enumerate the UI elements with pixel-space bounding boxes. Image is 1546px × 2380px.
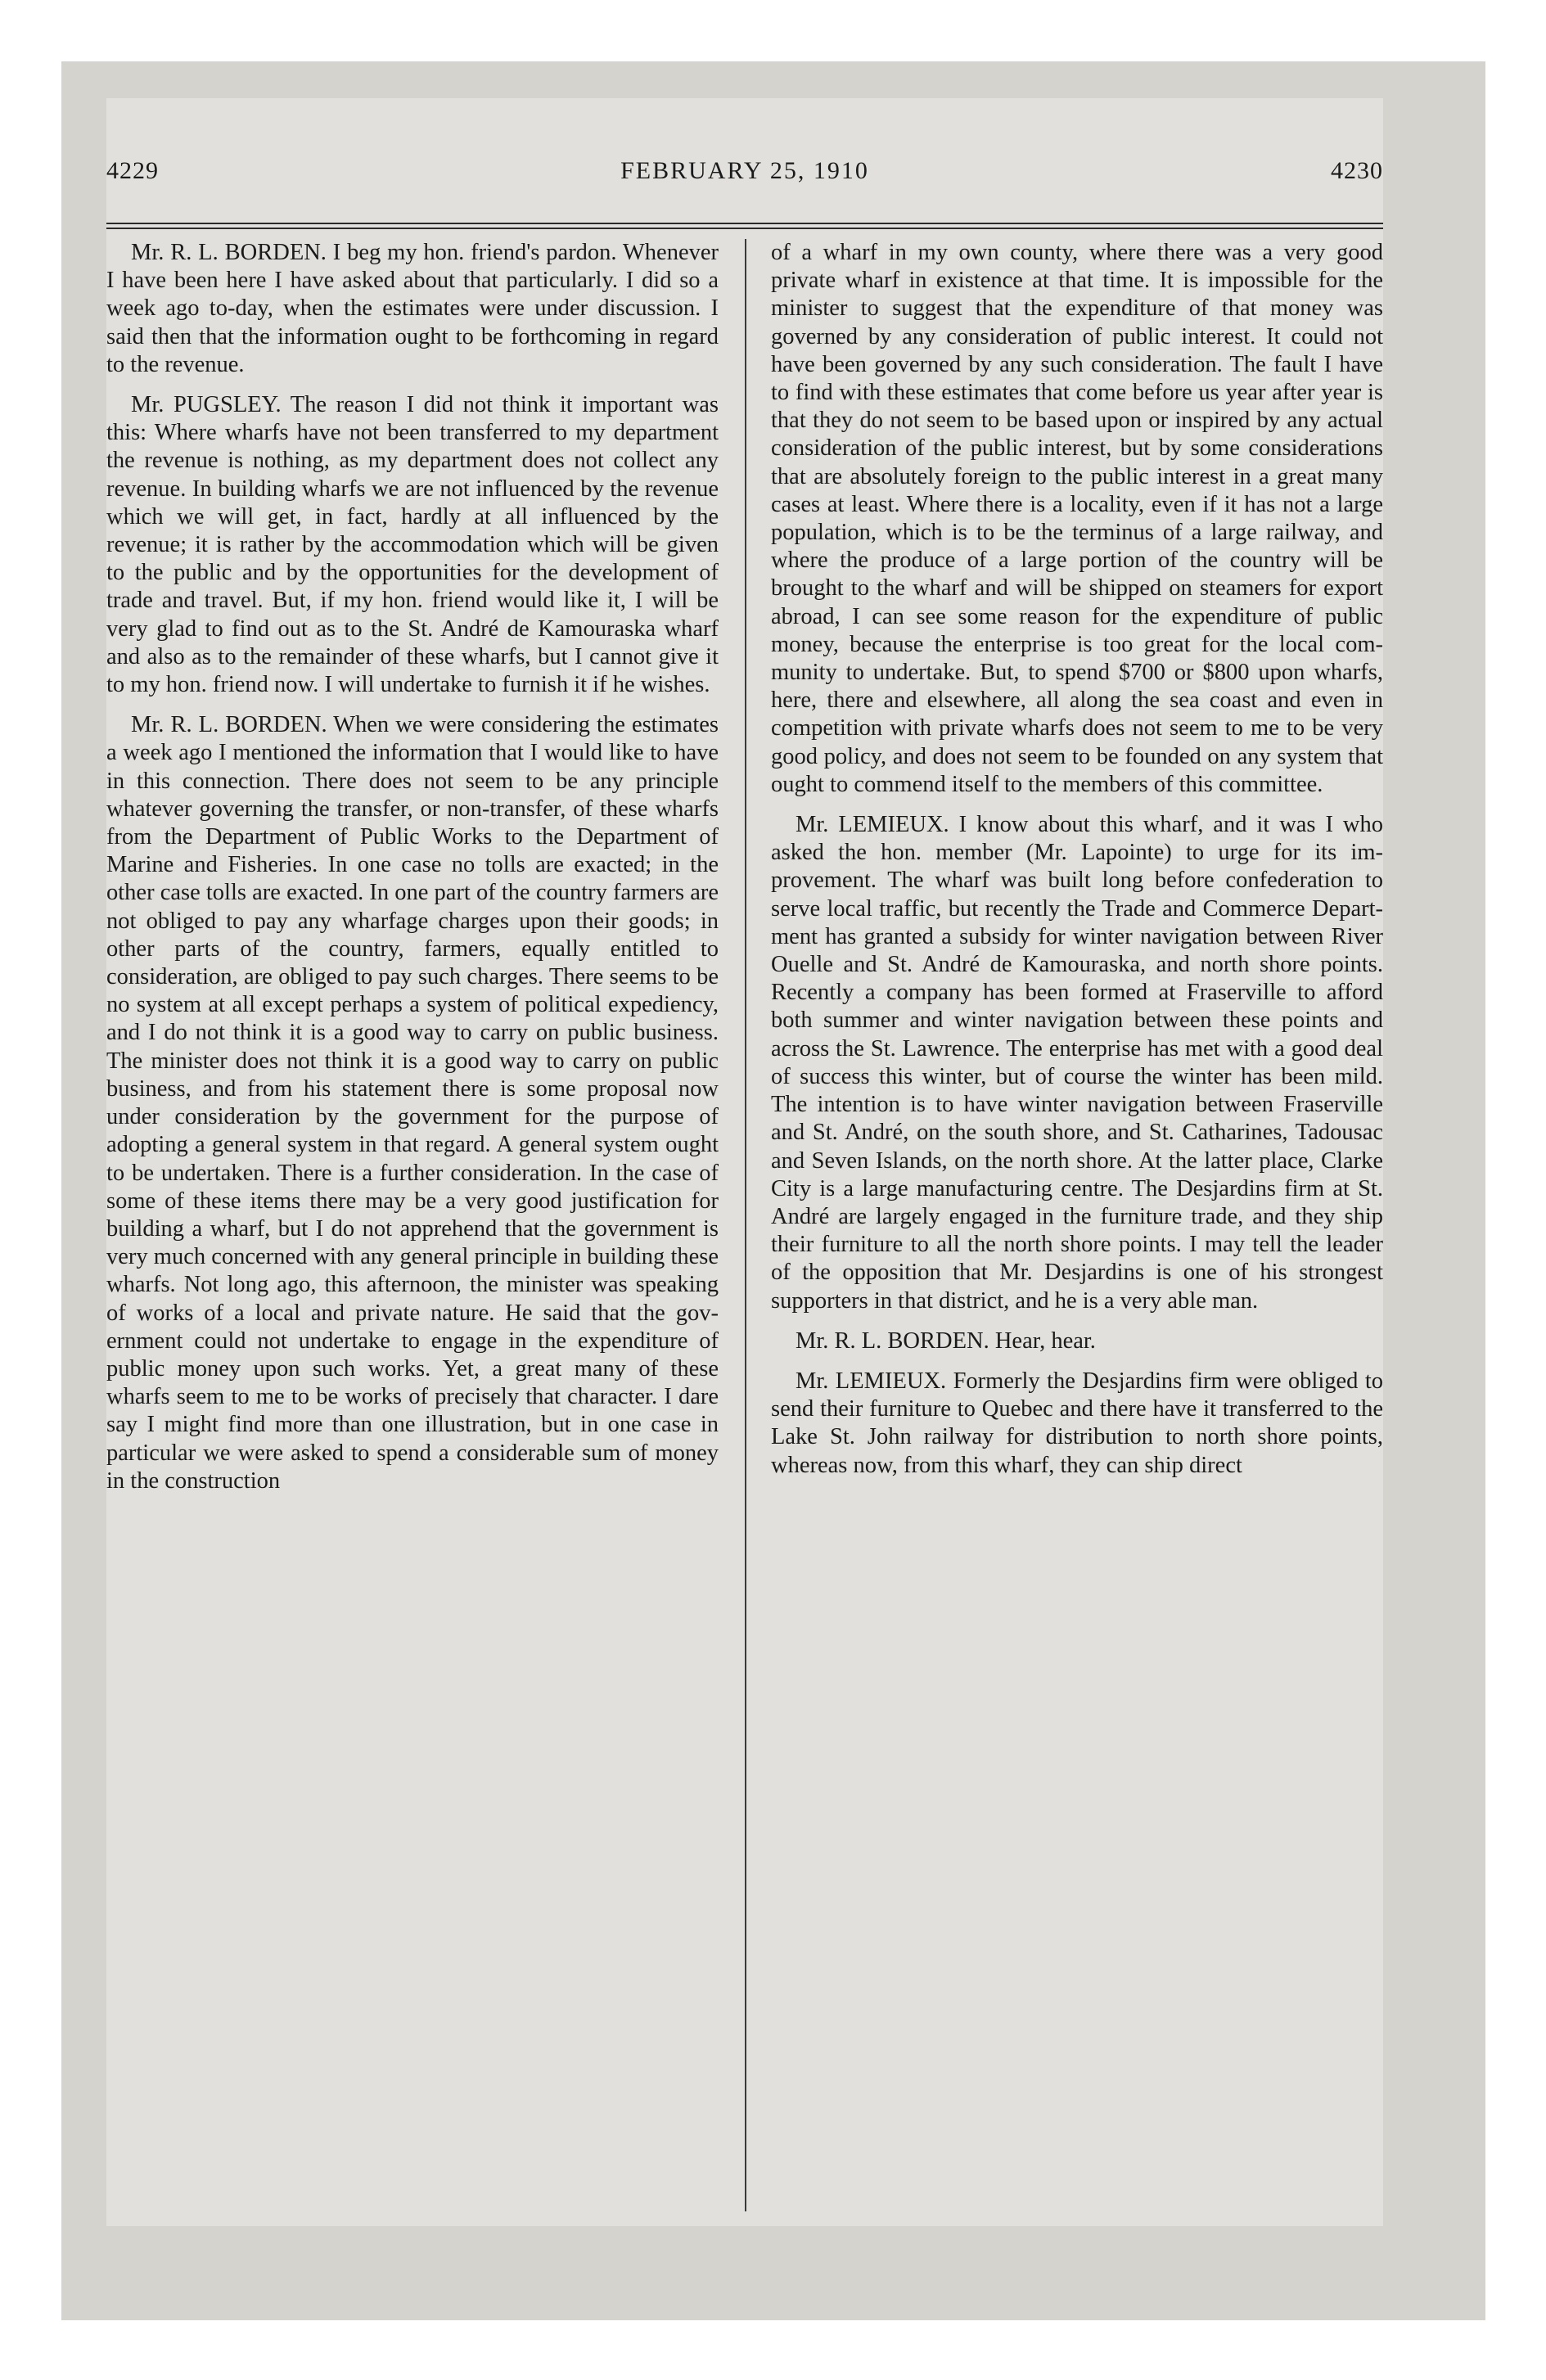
paragraph: Mr. R. L. BORDEN. When we were considering the estimates a week ago I mentioned the information that I would like to have in this connection. There does not seem to be any principle whatever governing the transfer, or non-transfer, of these wharfs from the Department of Public Works to the Department of Marine and Fisheries. In one case no tolls are exacted; in the other case tolls are exacted. In one part of the country farmers are not obliged to pay any wharfage charges upon their goods; in other parts of the country, farmers, equally entitled to consideration, are obliged to pay such charges. There seems to be no system at all except perhaps a system of political expediency, and I do not think it is a good way to carry on public business. The minister does not think it is a good way to carry on public business, and from his statement there is some proposal now under consideration by the government for the purpose of adopting a general system in that regard. A general system ought to be undertaken. There is a further consideration. In the case of some of these items there may be a very good justification for building a wharf, but I do not apprehend that the government is very much concerned with any general principle in building these wharfs. Not long ago, this afternoon, the minister was speaking of works of a local and private nature. He said that the government could not undertake to engage in the expenditure of public money upon such works. Yet, a great many of these wharfs seem to me to be works of precisely that character. I dare say I might find more than one illustration, but in one case in particular we were asked to spend a considerable sum of money in the construction	[106, 712, 719, 1494]
paragraph: Mr. R. L. BORDEN. I beg my hon. friend's pardon. Whenever I have been here I have asked about that particularly. I did so a week ago to-day, when the estimates were under discussion. I said then that the information ought to be forthcoming in regard to the revenue.	[106, 240, 719, 377]
document-page	[106, 98, 1383, 2226]
paragraph: Mr. LEMIEUX. I know about this wharf, and it was I who asked the hon. member (Mr. Lapointe) to urge for its improvement. The wharf was built long before confederation to serve local traffic, but recently the Trade and Commerce Department has granted a subsidy for winter navigation between River Ouelle and St. André de Kamouraska, and north shore points. Recently a company has been formed at Fraserville to afford both summer and winter navigation between these points and across the St. Lawrence. The enterprise has met with a good deal of success this winter, but of course the winter has been mild. The intention is to have winter navigation between Fraserville and St. André, on the south shore, and St. Catharines, Tadousac and Seven Islands, on the north shore. At the latter place, Clarke City is a large manufacturing centre. The Desjardins firm at St. André are largely engaged in the furniture trade, and they ship their furniture to all the north shore points. I may tell the leader of the opposition that Mr. Desjardins is one of his strongest supporters in that district, and he is a very able man.	[771, 812, 1383, 1314]
page-header	[106, 157, 1383, 193]
header-rule	[106, 223, 1383, 229]
paragraph: of a wharf in my own county, where there was a very good private wharf in existence at that time. It is impossible for the minister to suggest that the expenditure of that money was governed by any consideration of public interest. It could not have been governed by any such consideration. The fault I have to find with these estimates that come before us year after year is that they do not seem to be based upon or inspired by any actual consideration of the public interest, but by some considerations that are absolutely foreign to the public interest in a great many cases at least. Where there is a locality, even if it has not a large population, which is to be the terminus of a large railway, and where the produce of a large portion of the country will be brought to the wharf and will be shipped on steamers for export abroad, I can see some reason for the expenditure of public money, because the enterprise is too great for the local community to undertake. But, to spend $700 or $800 upon wharfs, here, there and elsewhere, all along the sea coast and even in competition with private wharfs does not seem to me to be very good policy, and does not seem to be founded on any system that ought to commend itself to the members of this committee.	[771, 240, 1383, 797]
page-number-right: 4230	[1331, 157, 1383, 184]
page-number-left: 4229	[106, 157, 159, 184]
column-divider	[745, 239, 746, 2211]
left-column	[106, 239, 719, 2211]
right-column	[771, 239, 1383, 2211]
paragraph: Mr. PUGSLEY. The reason I did not think it important was this: Where wharfs have not been transferred to my department the revenue is nothing, as my department does not collect any revenue. In building wharfs we are not influenced by the revenue which we will get, in fact, hardly at all influenced by the revenue; it is rather by the accommodation which will be given to the public and by the opportunities for the development of trade and travel. But, if my hon. friend would like it, I will be very glad to find out as to the St. André de Kamouraska wharf and also as to the remainder of these wharfs, but I cannot give it to my hon. friend now. I will undertake to furnish it if he wishes.	[106, 392, 719, 698]
page-date: FEBRUARY 25, 1910	[620, 157, 869, 184]
paragraph: Mr. LEMIEUX. Formerly the Desjardins firm were obliged to send their furniture to Quebec and there have it transferred to the Lake St. John railway for distribution to north shore points, whereas now, from this wharf, they can ship direct	[771, 1368, 1383, 1478]
paragraph: Mr. R. L. BORDEN. Hear, hear.	[796, 1327, 1096, 1354]
